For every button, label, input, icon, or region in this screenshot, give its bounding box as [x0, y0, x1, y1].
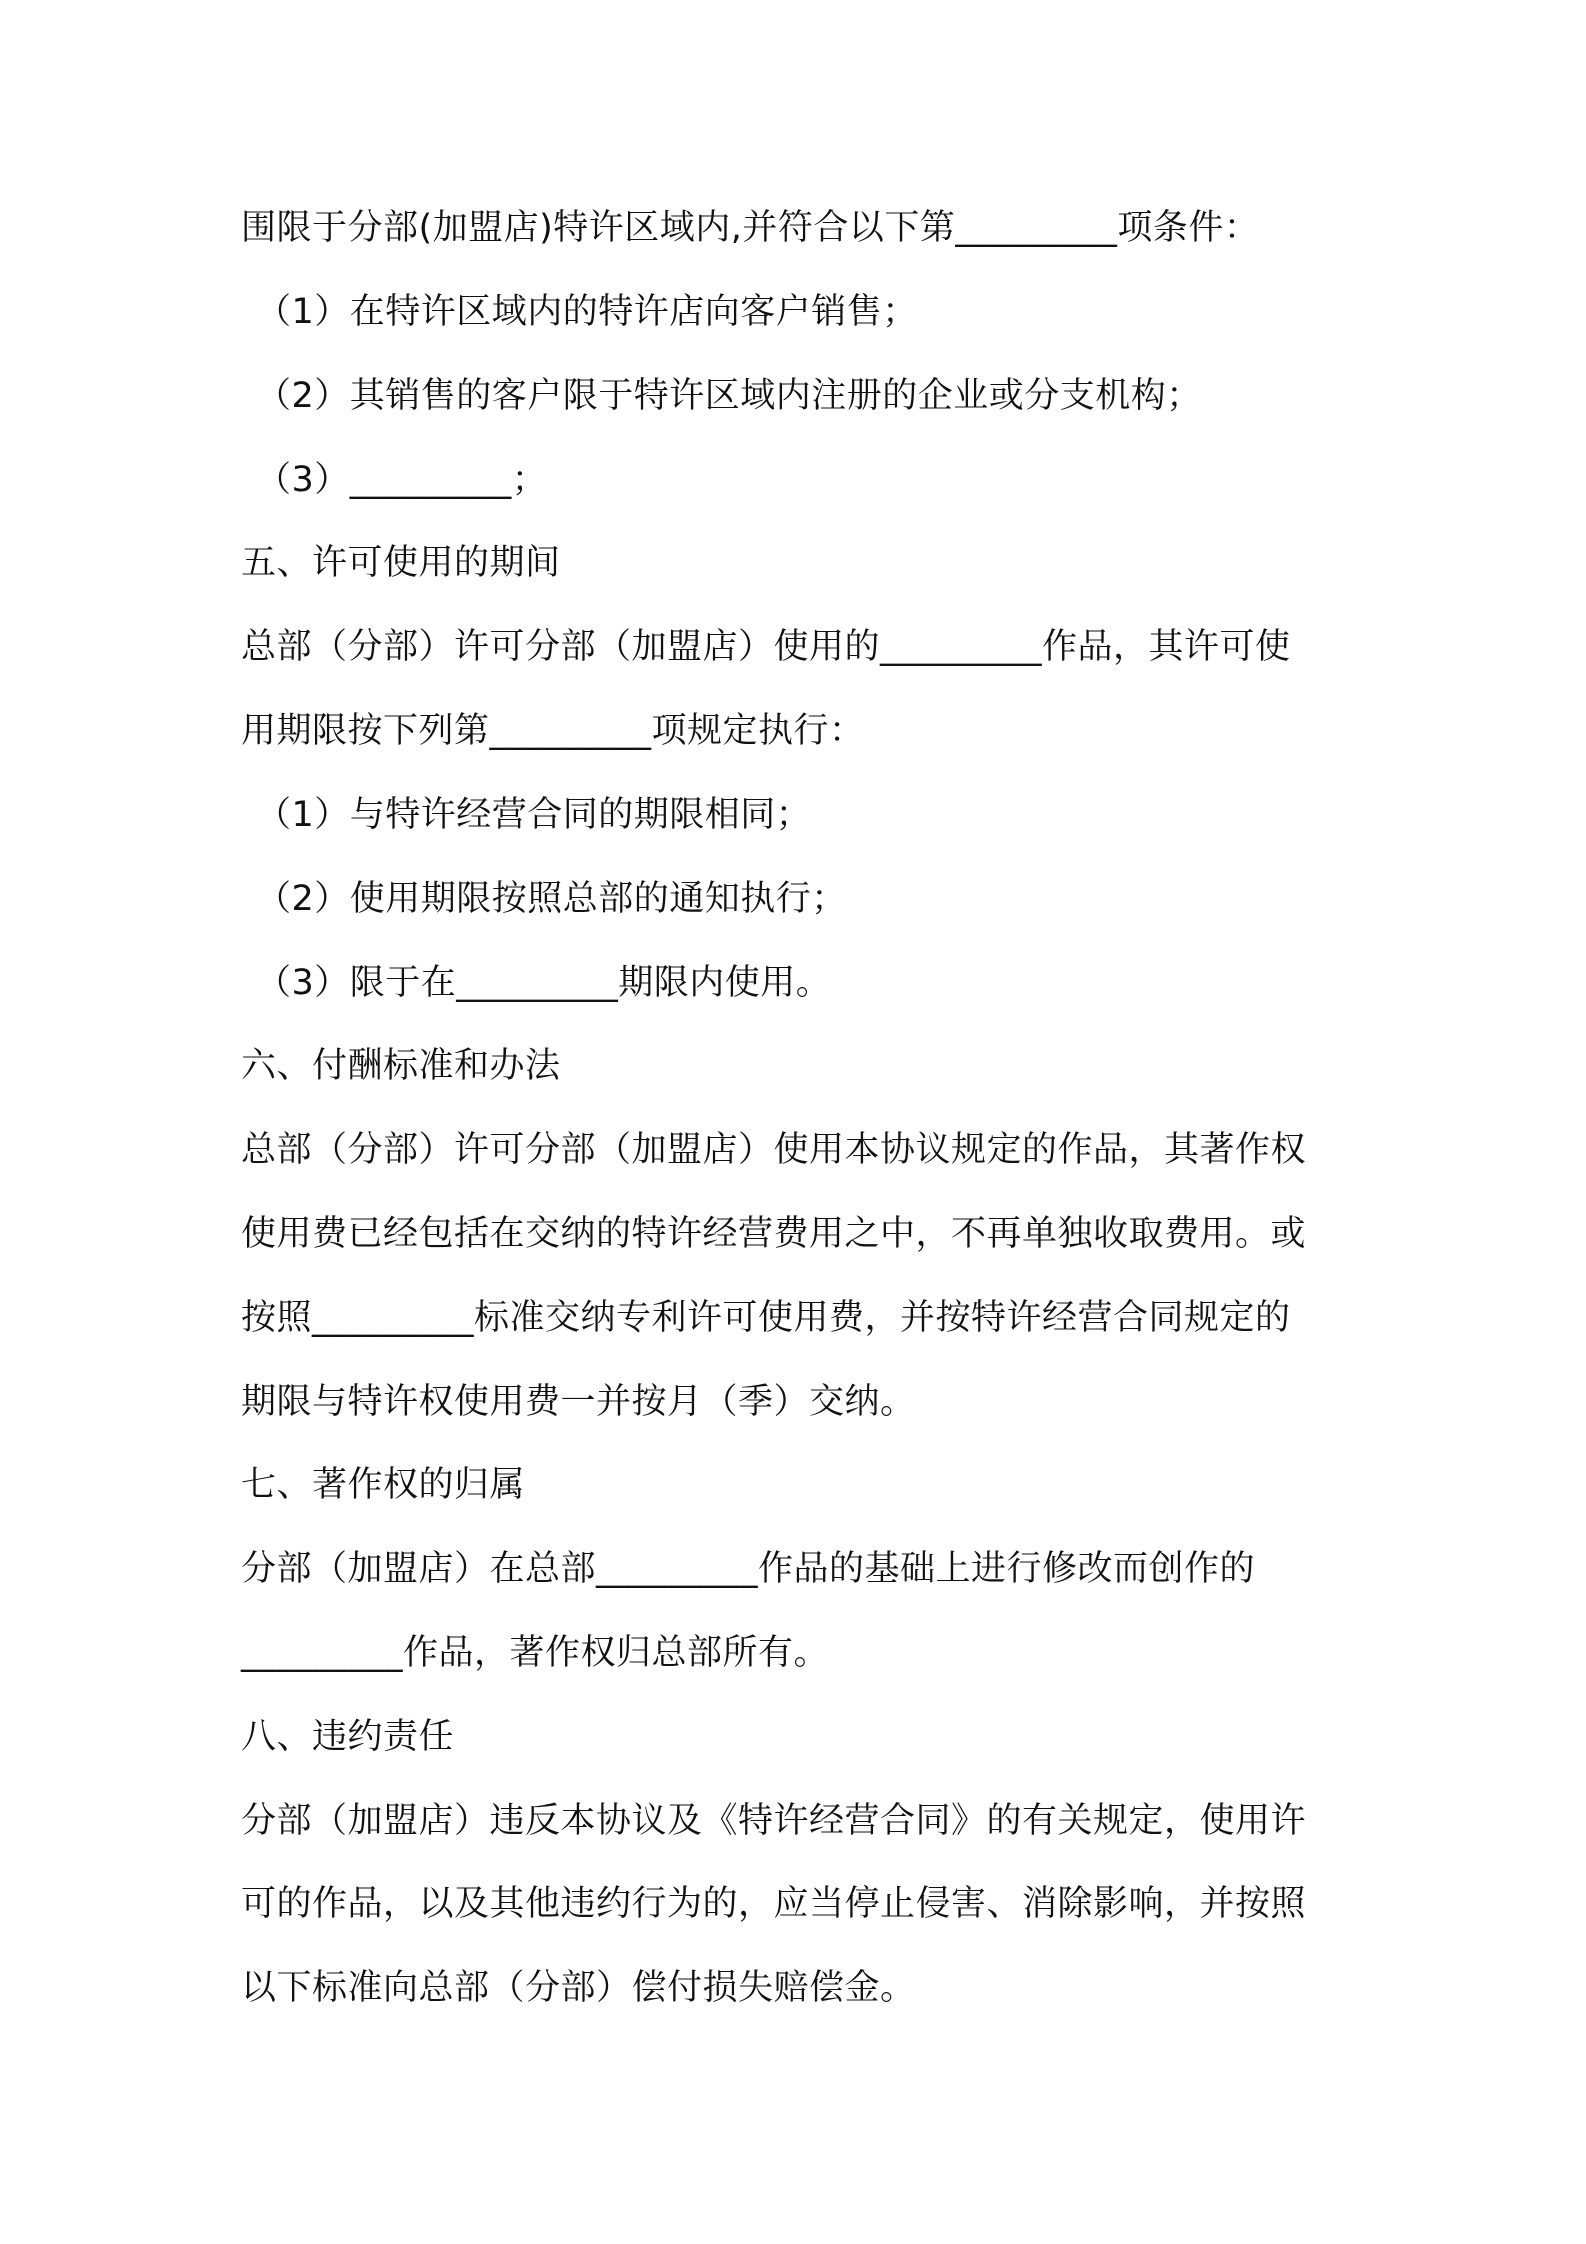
- section-heading-5: 五、许可使用的期间: [241, 543, 561, 583]
- paragraph-line-7: 期限与特许权使用费一并按月（季）交纳。: [241, 1382, 916, 1422]
- paragraph-line-6: 按照_________标准交纳专利许可使用费，并按特许经营合同规定的: [241, 1298, 1291, 1338]
- paragraph-line-1: 围限于分部(加盟店)特许区域内,并符合以下第_________项条件：: [241, 208, 1260, 248]
- paragraph-line-9: _________作品，著作权归总部所有。: [241, 1633, 830, 1673]
- paragraph-line-5: 使用费已经包括在交纳的特许经营费用之中，不再单独收取费用。或: [241, 1214, 1307, 1254]
- list-item-5: （2）使用期限按照总部的通知执行；: [256, 879, 847, 919]
- list-item-6: （3）限于在_________期限内使用。: [256, 963, 832, 1003]
- paragraph-line-10: 分部（加盟店）违反本协议及《特许经营合同》的有关规定，使用许: [241, 1801, 1307, 1841]
- list-item-1: （1）在特许区域内的特许店向客户销售；: [256, 292, 918, 332]
- paragraph-line-8: 分部（加盟店）在总部_________作品的基础上进行修改而创作的: [241, 1549, 1256, 1589]
- paragraph-line-4: 总部（分部）许可分部（加盟店）使用本协议规定的作品，其著作权: [241, 1130, 1307, 1170]
- list-item-4: （1）与特许经营合同的期限相同；: [256, 795, 812, 835]
- list-item-3: （3）_________；: [256, 460, 548, 500]
- list-item-2: （2）其销售的客户限于特许区域内注册的企业或分支机构；: [256, 376, 1202, 416]
- section-heading-8: 八、违约责任: [241, 1717, 455, 1757]
- section-heading-6: 六、付酬标准和办法: [241, 1046, 561, 1086]
- paragraph-line-12: 以下标准向总部（分部）偿付损失赔偿金。: [241, 1968, 916, 2008]
- paragraph-line-3: 用期限按下列第_________项规定执行：: [241, 711, 865, 751]
- section-heading-7: 七、著作权的归属: [241, 1465, 526, 1505]
- paragraph-line-2: 总部（分部）许可分部（加盟店）使用的_________作品，其许可使: [241, 627, 1291, 667]
- paragraph-line-11: 可的作品，以及其他违约行为的，应当停止侵害、消除影响，并按照: [241, 1884, 1307, 1924]
